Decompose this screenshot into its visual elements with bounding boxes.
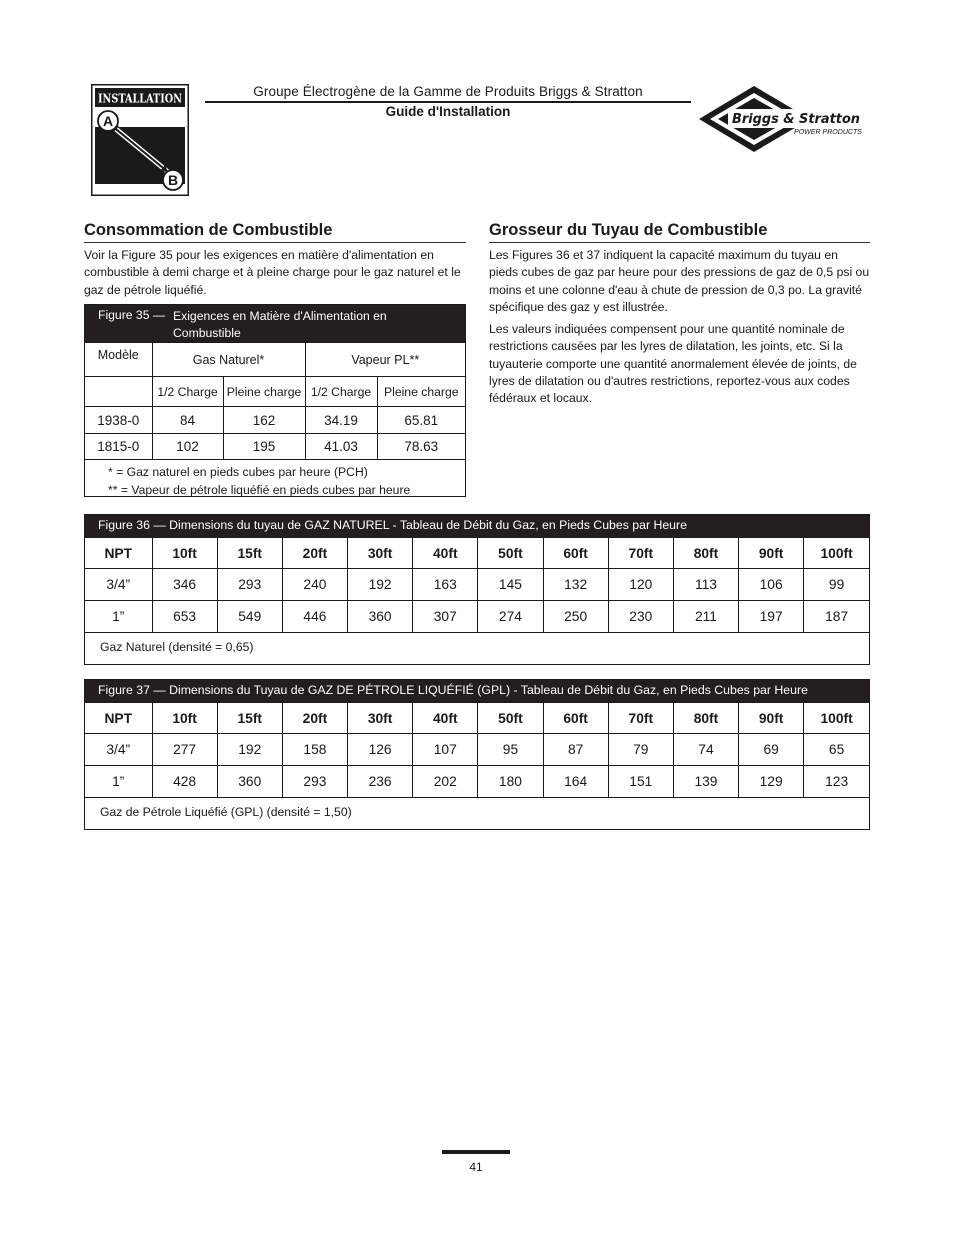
pipe-size-paragraph-2: Les valeurs indiquées compensent pour une quantité nominale de restrictions causées par les lyres de dilatation, les joints, etc. Si la tuyauterie comporte une quantité anormalement élevée de joints, de lyres de dilatation ou d'autres restrictions, reportez-vous aux codes fédéraux et locaux. [489, 322, 857, 406]
figure-36-table [84, 514, 870, 665]
point-a-label: A [102, 113, 114, 129]
cell-value: 74 [673, 734, 738, 766]
brand-name: Briggs & Stratton [732, 112, 860, 127]
header-cell: 20ft [282, 538, 347, 569]
page-number: 41 [469, 1160, 483, 1174]
cell-value: 274 [478, 601, 543, 633]
figure-37-note: Gaz de Pétrole Liquéfié (GPL) (densité = 1,50) [100, 805, 352, 819]
figure-37-table [84, 679, 870, 830]
pipe-size-paragraph-1: Les Figures 36 et 37 indiquent la capacité maximum du tuyau en pieds cubes de gaz par heure pour des pressions de gaz de 0,5 psi ou moins et une colonne d'eau à chute de pression de 0,3 po. La gravité spécifique des gaz y est illustrée. [489, 248, 870, 314]
page-number-bar [442, 1150, 510, 1154]
header-cell: 60ft [543, 703, 608, 734]
cell-pipe-size: 1” [85, 601, 152, 633]
header-rule [205, 101, 691, 103]
cell-value: 84 [152, 407, 223, 434]
lp-gas-flow-table [85, 702, 869, 798]
cell-value: 187 [804, 601, 869, 633]
table-header-row [85, 703, 869, 734]
header-cell: 30ft [348, 538, 413, 569]
header-cell: 15ft [217, 703, 282, 734]
cell-value: 99 [804, 569, 869, 601]
fuel-requirements-table [85, 342, 465, 460]
sub-half-load-lp: 1/2 Charge [305, 377, 377, 407]
briggs-stratton-logo [698, 85, 868, 153]
cell-value: 211 [673, 601, 738, 633]
page-header [205, 84, 691, 119]
cell-value: 236 [348, 766, 413, 798]
header-cell: NPT [85, 703, 152, 734]
header-cell: 10ft [152, 538, 217, 569]
sub-half-load-gas: 1/2 Charge [152, 377, 223, 407]
figure-35-caption [85, 305, 465, 342]
cell-value: 158 [282, 734, 347, 766]
figure-35-table [84, 304, 466, 497]
col-model: Modèle [85, 343, 152, 377]
table-header-row [85, 343, 465, 377]
header-cell: 10ft [152, 703, 217, 734]
cell-value: 192 [217, 734, 282, 766]
header-cell: 30ft [348, 703, 413, 734]
header-cell: 40ft [413, 538, 478, 569]
cell-value: 293 [282, 766, 347, 798]
note-natural-gas: * = Gaz naturel en pieds cubes par heure (PCH) [108, 465, 368, 479]
cell-value: 126 [348, 734, 413, 766]
header-cell: 90ft [739, 538, 804, 569]
cell-value: 180 [478, 766, 543, 798]
fuel-consumption-title: Consommation de Combustible [84, 221, 333, 239]
fuel-consumption-paragraph: Voir la Figure 35 pour les exigences en matière d'alimentation en combustible à demi charge et à pleine charge pour le gaz naturel et le gaz de pétrole liquéfié. [84, 248, 461, 297]
table-row [85, 766, 869, 798]
cell-value: 277 [152, 734, 217, 766]
table-row [85, 407, 465, 434]
cell-value: 197 [739, 601, 804, 633]
cell-value: 79 [608, 734, 673, 766]
cell-value: 78.63 [377, 434, 465, 460]
cell-value: 102 [152, 434, 223, 460]
cell-value: 34.19 [305, 407, 377, 434]
header-cell: 80ft [673, 538, 738, 569]
cell-value: 132 [543, 569, 608, 601]
cell-value: 250 [543, 601, 608, 633]
cell-model: 1815-0 [85, 434, 152, 460]
cell-value: 65.81 [377, 407, 465, 434]
figure-35-notes [85, 460, 465, 499]
header-cell: 15ft [217, 538, 282, 569]
cell-value: 549 [217, 601, 282, 633]
cell-value: 192 [348, 569, 413, 601]
figure-35-caption-text: Exigences en Matière d'Alimentation en Combustible [173, 309, 387, 340]
cell-model: 1938-0 [85, 407, 152, 434]
col-natural-gas: Gas Naturel* [152, 343, 305, 377]
cell-value: 360 [217, 766, 282, 798]
header-cell: 90ft [739, 703, 804, 734]
header-cell: 60ft [543, 538, 608, 569]
cell-value: 69 [739, 734, 804, 766]
figure-36-caption: Figure 36 — Dimensions du tuyau de GAZ NATUREL - Tableau de Débit du Gaz, en Pieds Cubes par Heure [85, 515, 869, 537]
brand-tagline: POWER PRODUCTS [794, 129, 863, 136]
installation-logo [91, 84, 189, 196]
cell-value: 307 [413, 601, 478, 633]
cell-value: 293 [217, 569, 282, 601]
cell-value: 145 [478, 569, 543, 601]
header-cell: NPT [85, 538, 152, 569]
cell-value: 65 [804, 734, 869, 766]
cell-pipe-size: 3/4” [85, 734, 152, 766]
table-row [85, 601, 869, 633]
cell-value: 360 [348, 601, 413, 633]
cell-value: 87 [543, 734, 608, 766]
installation-label: INSTALLATION [98, 90, 182, 106]
header-cell: 20ft [282, 703, 347, 734]
sub-full-load-lp: Pleine charge [377, 377, 465, 407]
table-row [85, 734, 869, 766]
cell-value: 95 [478, 734, 543, 766]
header-cell: 80ft [673, 703, 738, 734]
table-row [85, 434, 465, 460]
header-cell: 40ft [413, 703, 478, 734]
cell-value: 107 [413, 734, 478, 766]
header-cell: 50ft [478, 703, 543, 734]
col-lp-vapor: Vapeur PL** [305, 343, 465, 377]
cell-value: 163 [413, 569, 478, 601]
table-subheader-row [85, 377, 465, 407]
right-title-rule [489, 242, 870, 243]
cell-value: 653 [152, 601, 217, 633]
cell-value: 346 [152, 569, 217, 601]
header-cell: 70ft [608, 538, 673, 569]
header-cell: 100ft [804, 538, 869, 569]
cell-pipe-size: 1” [85, 766, 152, 798]
cell-value: 162 [223, 407, 305, 434]
header-cell: 50ft [478, 538, 543, 569]
sub-full-load-gas: Pleine charge [223, 377, 305, 407]
header-cell: 70ft [608, 703, 673, 734]
note-lp-vapor: ** = Vapeur de pétrole liquéfié en pieds cubes par heure [108, 483, 411, 497]
header-cell: 100ft [804, 703, 869, 734]
cell-value: 151 [608, 766, 673, 798]
figure-37-caption: Figure 37 — Dimensions du Tuyau de GAZ DE PÉTROLE LIQUÉFIÉ (GPL) - Tableau de Débit du Gaz, en Pieds Cubes par Heure [85, 680, 869, 702]
empty-cell [85, 377, 152, 407]
cell-value: 106 [739, 569, 804, 601]
figure-35-label: Figure 35 — [98, 308, 166, 322]
cell-value: 120 [608, 569, 673, 601]
cell-value: 164 [543, 766, 608, 798]
table-row [85, 569, 869, 601]
cell-value: 428 [152, 766, 217, 798]
cell-value: 230 [608, 601, 673, 633]
header-subtitle: Guide d'Installation [385, 104, 511, 119]
cell-value: 240 [282, 569, 347, 601]
pipe-size-title: Grosseur du Tuyau de Combustible [489, 221, 768, 239]
cell-pipe-size: 3/4” [85, 569, 152, 601]
cell-value: 202 [413, 766, 478, 798]
figure-36-note: Gaz Naturel (densité = 0,65) [100, 640, 254, 654]
point-b-label: B [167, 172, 179, 188]
natural-gas-flow-table [85, 537, 869, 633]
cell-value: 41.03 [305, 434, 377, 460]
cell-value: 446 [282, 601, 347, 633]
cell-value: 129 [739, 766, 804, 798]
cell-value: 123 [804, 766, 869, 798]
cell-value: 195 [223, 434, 305, 460]
cell-value: 139 [673, 766, 738, 798]
cell-value: 113 [673, 569, 738, 601]
table-header-row [85, 538, 869, 569]
left-title-rule [84, 242, 466, 243]
header-title: Groupe Électrogène de la Gamme de Produits Briggs & Stratton [253, 84, 643, 99]
